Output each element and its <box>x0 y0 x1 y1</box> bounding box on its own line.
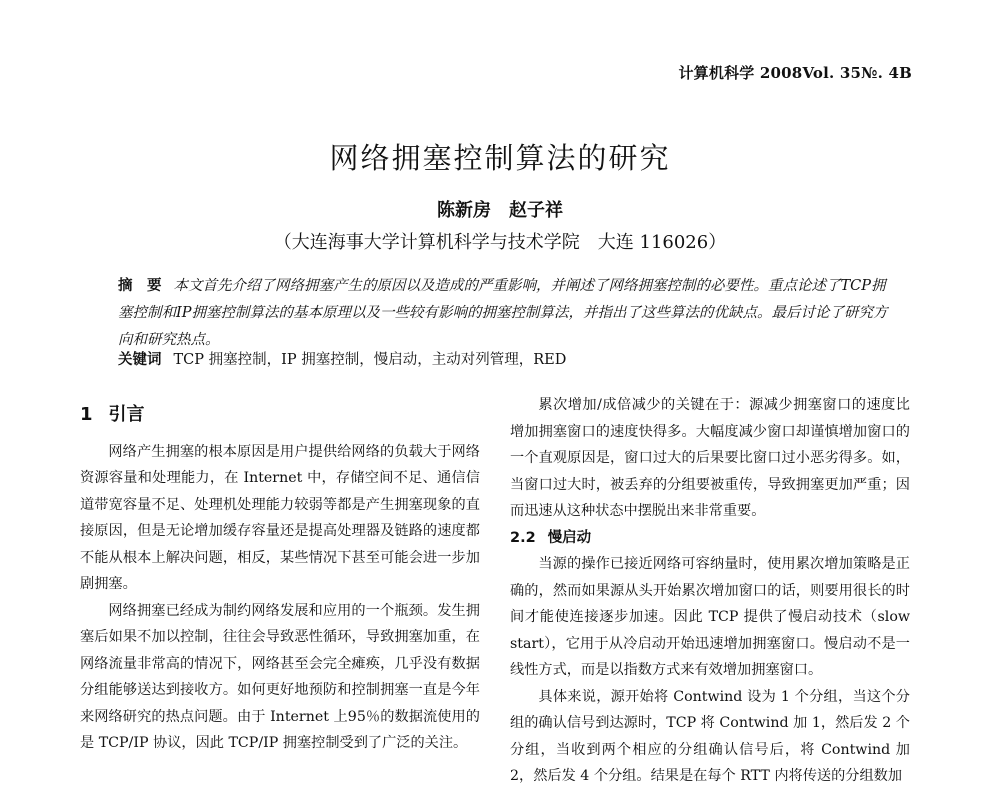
subsection-number: 2.2 <box>510 529 536 546</box>
paragraph: 累次增加/成倍减少的关键在于：源减少拥塞窗口的速度比增加拥塞窗口的速度快得多。大幅度减少窗口却谨慎增加窗口的一个直观原因是，窗口过大的后果要比窗口过小恶劣得多。如，当窗口过大时，被丢弃的分组要被重传，导致拥塞更加严重；因而迅速从这种状态中摆脱出来非常重要。 <box>510 397 910 519</box>
right-column <box>510 392 910 790</box>
keywords-label: 关键词 <box>118 351 162 368</box>
keywords-text: TCP 拥塞控制，IP 拥塞控制，慢启动，主动对列管理，RED <box>173 352 567 368</box>
paragraph: 具体来说，源开始将 Contwind 设为 1 个分组，当这个分组的确认信号到达源时，TCP 将 Contwind 加 1，然后发 2 个分组，当收到两个相应的分组确认信号后，将 Contwind 加 2，然后发 4 个分组。结果是在每个 RTT 内将传送的分组数加 <box>510 688 910 784</box>
abstract <box>118 272 893 354</box>
subsection-heading <box>510 525 910 552</box>
left-column <box>80 392 480 757</box>
paragraph: 网络产生拥塞的根本原因是用户提供给网络的负载大于网络资源容量和处理能力，在 Internet 中，存储空间不足、通信信道带宽容量不足、处理机处理能力较弱等都是产生拥塞现象的直接原因，但是无论增加缓存容量还是提高处理器及链路的速度都不能从根本上解决问题，相反，某些情况下甚至可能会进一步加剧拥塞。 <box>80 443 480 592</box>
abstract-label: 摘 要 <box>118 277 162 294</box>
paper-title: 网络拥塞控制算法的研究 <box>329 141 671 175</box>
section-number: 1 <box>80 404 93 425</box>
section-heading <box>80 402 480 429</box>
paragraph: 网络拥塞已经成为制约网络发展和应用的一个瓶颈。发生拥塞后如果不加以控制，往往会导致恶性循环，导致拥塞加重，在网络流量非常高的情况下，网络甚至会完全瘫痪，几乎没有数据分组能够送达到接收方。如何更好地预防和控制拥塞一直是今年来网络研究的热点问题。由于 Internet 上95％的数据流使用的是 TCP/IP 协议，因此 TCP/IP 拥塞控制受到了广泛的关注。 <box>80 602 480 751</box>
journal-citation: 计算机科学 2008Vol. 35№. 4B <box>678 64 912 82</box>
paper-affiliation: （大连海事大学计算机科学与技术学院 大连 116026） <box>273 232 727 253</box>
paragraph: 当源的操作已接近网络可容纳量时，使用累次增加策略是正确的，然而如果源从头开始累次增加窗口的话，则要用很长的时间才能使连接逐步加速。因此 TCP 提供了慢启动技术（slow start），它用于从冷启动开始迅速增加拥塞窗口。慢启动不是一线性方式，而是以指数方式来有效增加拥塞窗口。 <box>510 556 910 678</box>
abstract-text: 本文首先介绍了网络拥塞产生的原因以及造成的严重影响，并阐述了网络拥塞控制的必要性。重点论述了TCP拥塞控制和IP拥塞控制算法的基本原理以及一些较有影响的拥塞控制算法，并指出了这些算法的优缺点。最后讨论了研究方向和研究热点。 <box>118 278 888 348</box>
section-title: 引言 <box>108 404 145 425</box>
subsection-title: 慢启动 <box>547 529 592 546</box>
keywords <box>118 348 893 372</box>
paper-authors: 陈新房 赵子祥 <box>437 200 563 221</box>
